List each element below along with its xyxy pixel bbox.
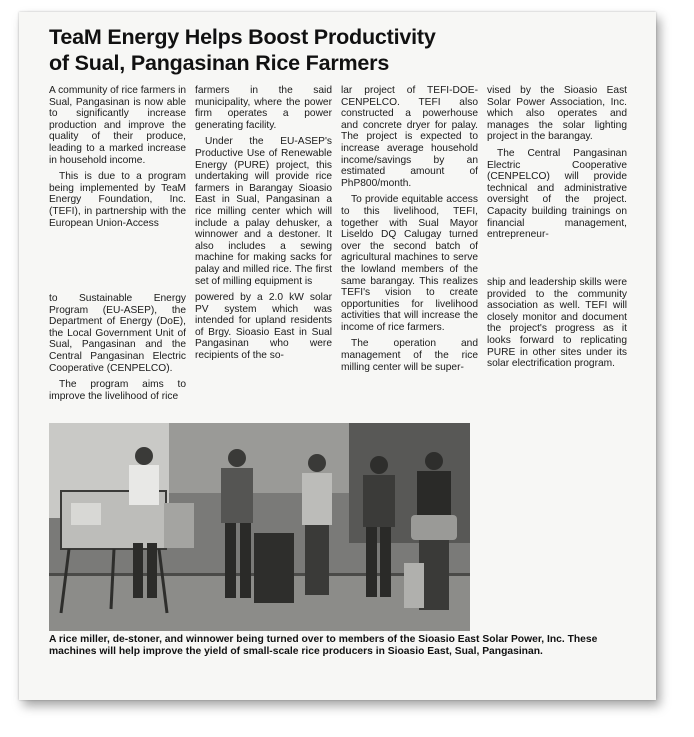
- paragraph: Under the EU-ASEP's Productive Use of Renewable Energy (PURE) project, this undertaking will provide rice farmers in Barangay Sioasio East in Sual, Pangasinan a rice milling center which will include a palay dehusker, a winnower and a destoner. It also includes a sewing machine for making sacks for palay and milled rice. The first set of milling equipment is: [195, 136, 332, 287]
- headline-line-1: TeaM Energy Helps Boost Productivity: [49, 25, 436, 49]
- photo-caption: A rice miller, de-stoner, and winnower being turned over to members of the Sioasio East Solar Power, Inc. These machines will help improve the yield of small-scale rice producers in Sioasio East, Sual, Pangasinan.: [49, 634, 598, 657]
- paragraph: to Sustainable Energy Program (EU-ASEP), the Department of Energy (DoE), the Local Government Unit of Sual, Pangasinan and the Central Pangasinan Electric Cooperative (CENPELCO).: [49, 293, 186, 374]
- headline: [49, 24, 639, 76]
- paragraph: This is due to a program being implemented by TeaM Energy Foundation, Inc. (TEFI), in partnership with the European Union-Access: [49, 171, 186, 229]
- article-column-3: [341, 85, 478, 378]
- paragraph: vised by the Sioasio East Solar Power Association, Inc. which also operates and manages the solar lighting project in the barangay.: [487, 85, 627, 143]
- paragraph: ship and leadership skills were provided to the community association as well. TEFI will closely monitor and document the project's progress as it looks forward to replicating PURE in other sites under its solar electrification program.: [487, 277, 627, 370]
- paragraph: The operation and management of the rice milling center will be super-: [341, 338, 478, 373]
- article-column-2: [195, 85, 332, 367]
- paragraph: To provide equitable access to this livelihood, TEFI, together with Sual Mayor Liseldo DQ Calugay turned over the second batch of agricultural machines to serve the lowland members of the same barangay. This realizes TEFI's vision to create opportunities for livelihood activities that will increase the income of rice farmers.: [341, 194, 478, 333]
- newspaper-clipping: [19, 12, 656, 700]
- article-column-4-continued: [487, 277, 627, 375]
- article-column-1: [49, 85, 186, 234]
- headline-line-2: of Sual, Pangasinan Rice Farmers: [49, 51, 390, 75]
- paragraph: The program aims to improve the livelihood of rice: [49, 379, 186, 402]
- paragraph: A community of rice farmers in Sual, Pangasinan is now able to significantly increase production and improve the quality of their produce, leading to a marked increase in household income.: [49, 85, 187, 166]
- article-column-1-continued: [49, 293, 186, 407]
- article-column-4: [487, 85, 627, 246]
- paragraph: farmers in the said municipality, where the power firm operates a power generating facility.: [195, 85, 332, 131]
- paragraph: powered by a 2.0 kW solar PV system which was intended for upland residents of Brgy. Sioasio East in Sual Pangasinan who were recipients of the so-: [195, 292, 332, 362]
- news-photo: [49, 423, 470, 631]
- photo-illustration: [49, 423, 470, 631]
- paragraph: lar project of TEFI-DOE-CENPELCO. TEFI also constructed a powerhouse and concrete dryer for palay. The project is expected to increase average household income/savings by an estimated amount of PhP800/month.: [341, 85, 478, 189]
- paragraph: The Central Pangasinan Electric Cooperative (CENPELCO) will provide technical and administrative oversight of the project. Capacity building trainings on financial management, entrepreneur-: [487, 147, 627, 241]
